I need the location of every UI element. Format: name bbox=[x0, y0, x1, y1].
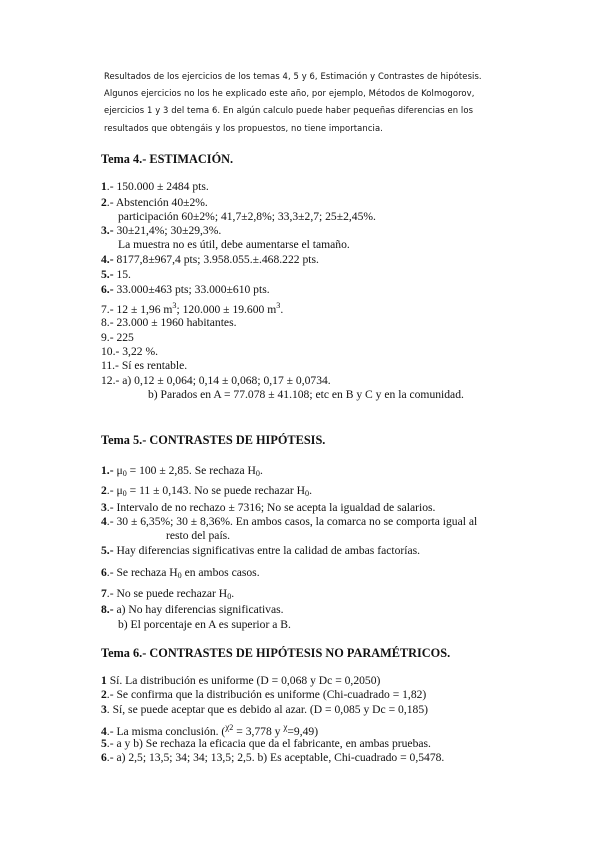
tema6-item-6: 6.- a) 2,5; 13,5; 34; 34; 13,5; 2,5. b) Es aceptable, Chi-cuadrado = 0,5478. bbox=[101, 751, 445, 764]
tema5-heading: Tema 5.- CONTRASTES DE HIPÓTESIS. bbox=[101, 433, 326, 447]
tema5-item-5: 5.- Hay diferencias significativas entre la calidad de ambas factorías. bbox=[101, 544, 421, 557]
tema4-item-9: 9.- 225 bbox=[101, 331, 134, 344]
tema4-item-10: 10.- 3,22 %. bbox=[101, 345, 158, 358]
tema4-item-3-cont: La muestra no es útil, debe aumentarse el tamaño. bbox=[118, 238, 350, 251]
tema6-item-3: 3. Sí, se puede aceptar que es debido al azar. (D = 0,085 y Dc = 0,185) bbox=[101, 703, 428, 716]
tema4-item-11: 11.- Sí es rentable. bbox=[101, 359, 188, 372]
tema5-item-7: 7.- No se puede rechazar $H_0$. bbox=[101, 587, 235, 601]
tema4-item-1: 1.- 150.000 ± 2484 pts. bbox=[101, 180, 209, 193]
tema4-item-6: 6.- 33.000±463 pts; 33.000±610 pts. bbox=[101, 283, 270, 296]
tema5-item-8-b: b) El porcentaje en A es superior a B. bbox=[118, 618, 291, 631]
tema5-item-4-cont: resto del país. bbox=[166, 529, 231, 542]
tema5-item-6: 6.- Se rechaza $H_0$ en ambos casos. bbox=[101, 566, 260, 580]
tema5-item-4: 4.- 30 ± 6,35%; 30 ± 8,36%. En ambos casos, la comarca no se comporta igual al bbox=[101, 515, 478, 528]
tema4-heading: Tema 4.- ESTIMACIÓN. bbox=[101, 152, 234, 166]
intro-line: Algunos ejercicios no los he explicado este año, por ejemplo, Métodos de Kolmogorov, bbox=[104, 88, 475, 99]
tema4-item-12-b: b) Parados en A = 77.078 ± 41.108; etc en B y C y en la comunidad. bbox=[148, 388, 464, 401]
tema6-item-4: 4.- La misma conclusión. ($^{\chi 2}$ = 3,778 y $^\chi$=9,49) bbox=[101, 722, 319, 738]
tema4-item-3: 3.- 30±21,4%; 30±29,3%. bbox=[101, 224, 222, 237]
tema5-item-1: 1.- $\mu_0 = 100 \pm 2,85$. Se rechaza $H_0$. bbox=[101, 464, 263, 478]
tema4-item-4: 4.- 8177,8±967,4 pts; 3.958.055.±.468.222 pts. bbox=[101, 253, 319, 266]
tema4-item-5: 5.- 15. bbox=[101, 268, 131, 281]
intro-line: ejercicios 1 y 3 del tema 6. En algún calculo puede haber pequeñas diferencias en los bbox=[104, 105, 474, 116]
tema4-item-12: 12.- a) 0,12 ± 0,064; 0,14 ± 0,068; 0,17 ± 0,0734. bbox=[101, 374, 331, 387]
intro-line: Resultados de los ejercicios de los temas 4, 5 y 6, Estimación y Contrastes de hipótesis. bbox=[104, 71, 482, 81]
tema5-item-8: 8.- a) No hay diferencias significativas. bbox=[101, 603, 284, 616]
tema5-item-2: 2.- $\mu_0 = 11 \pm 0,143$. No se puede rechazar $H_0$. bbox=[101, 484, 312, 498]
intro-line: resultados que obtengáis y los propuestos, no tiene importancia. bbox=[104, 122, 383, 133]
tema5-item-3: 3.- Intervalo de no rechazo ± 7316; No se acepta la igualdad de salarios. bbox=[101, 501, 436, 514]
tema4-item-2-cont: participación 60±2%; 41,7±2,8%; 33,3±2,7; 25±2,45%. bbox=[118, 210, 376, 223]
tema6-item-1: 1 Sí. La distribución es uniforme (D = 0,068 y Dc = 0,2050) bbox=[101, 674, 381, 687]
tema4-item-8: 8.- 23.000 ± 1960 habitantes. bbox=[101, 316, 237, 329]
tema4-item-2: 2.- Abstención 40±2%. bbox=[101, 196, 208, 209]
intro-paragraph bbox=[104, 68, 524, 137]
tema6-item-5: 5.- a y b) Se rechaza la eficacia que da el fabricante, en ambas pruebas. bbox=[101, 737, 431, 750]
tema4-item-7: 7.- 12 ± 1,96 $m^3$; 120.000 ± 19.600 $m^3$. bbox=[101, 301, 284, 316]
tema6-heading: Tema 6.- CONTRASTES DE HIPÓTESIS NO PARAMÉTRICOS. bbox=[101, 646, 451, 660]
tema6-item-2: 2.- Se confirma que la distribución es uniforme (Chi-cuadrado = 1,82) bbox=[101, 688, 427, 701]
